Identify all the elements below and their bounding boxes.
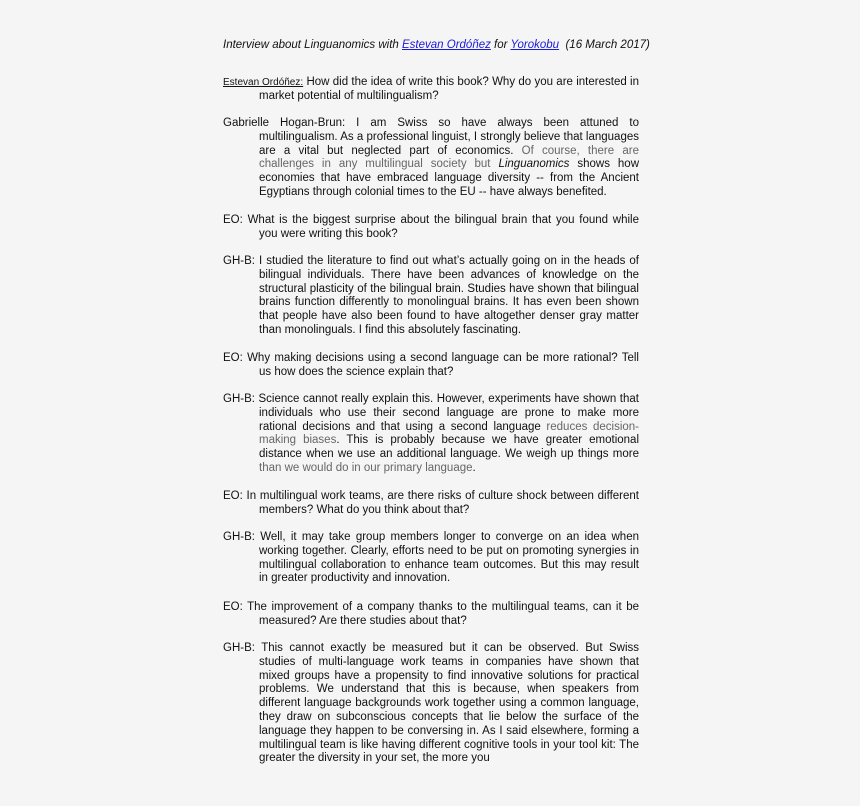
answer-text: GH-B: Well, it may take group members longer to converge on an idea when working together. Clearly, efforts need to be put on promoting synergies in multilingual collaboration to enhance team outcomes. But this may result in greater productivity and innovation. <box>223 531 639 585</box>
publication-link[interactable]: Yorokobu <box>510 39 560 51</box>
answer-4 <box>223 531 639 586</box>
question-2 <box>223 214 639 242</box>
answer-text: GH-B: This cannot exactly be measured but it can be observed. But Swiss studies of multi-language work teams in companies have shown that mixed groups have a propensity to find innovative solutions for practical problems. We understand that this is because, when speakers from different language backgrounds work together using a common language, they draw on subconscious concepts that lie below the surface of the language they happen to be conversing in. As I said elsewhere, forming a multilingual team is like having different cognitive tools in your tool kit: The greater the diversity in your set, the more you <box>223 642 639 765</box>
header-date: (16 March 2017) <box>565 39 650 51</box>
answer-2 <box>223 255 639 338</box>
question-1 <box>223 76 639 104</box>
answer-text: shows how economies that have embraced language diversity -- from the Ancient Egyptians through colonial times to the EU -- have always benefited. <box>259 158 640 198</box>
document-header <box>223 39 653 51</box>
answer-text: GH-B: I studied the literature to find out what’s actually going on in the heads of bilingual individuals. There have been advances of knowledge on the structural plasticity of the bilingual brain. Studies have shown that bilingual brains function differently to monolingual brains. It has even been shown that people have also been found to have altogether denser gray matter than monolinguals. I find this absolutely fascinating. <box>223 255 639 336</box>
answer-text: . This is probably because we have greater emotional distance when we use an additional language. We weigh up things more <box>259 434 640 461</box>
header-prefix: Interview about Linguanomics with <box>223 39 402 51</box>
answer-5 <box>223 642 639 766</box>
question-4 <box>223 490 639 518</box>
header-mid: for <box>490 39 511 51</box>
interviewer-link[interactable]: Estevan Ordóñez <box>402 39 491 51</box>
answer-text-muted: than we would do in our primary language <box>259 461 473 474</box>
answer-1 <box>223 117 639 200</box>
answer-text: Gabrielle Hogan-Brun: I am Swiss so have always been attuned to multilingualism. As a professional linguist, I strongly believe that languages are a vital but neglected part of economics. <box>223 117 639 157</box>
question-3 <box>223 352 639 380</box>
question-5 <box>223 601 639 629</box>
answer-text: . <box>472 461 476 474</box>
question-text: EO: Why making decisions using a second language can be more rational? Tell us how does the science explain that? <box>223 352 639 378</box>
question-speaker: Estevan Ordóñez: <box>223 77 304 88</box>
answer-text: GH-B: Science cannot really explain this. However, experiments have shown that individuals who use their second language are prone to make more rational decisions and that using a second language <box>223 393 639 433</box>
answer-text-muted: reduces decision-making biases <box>259 420 639 447</box>
question-text: EO: The improvement of a company thanks to the multilingual teams, can it be measured? Are there studies about that? <box>223 601 639 627</box>
answer-text-muted: Of course, there are challenges in any multilingual society but <box>259 144 639 171</box>
question-text: EO: What is the biggest surprise about the bilingual brain that you found while you were writing this book? <box>223 214 639 240</box>
question-text: How did the idea of write this book? Why do you are interested in market potential of multilingualism? <box>259 76 639 102</box>
book-title: Linguanomics <box>498 158 570 171</box>
answer-3 <box>223 393 639 476</box>
question-text: EO: In multilingual work teams, are there risks of culture shock between different members? What do you think about that? <box>223 490 639 516</box>
